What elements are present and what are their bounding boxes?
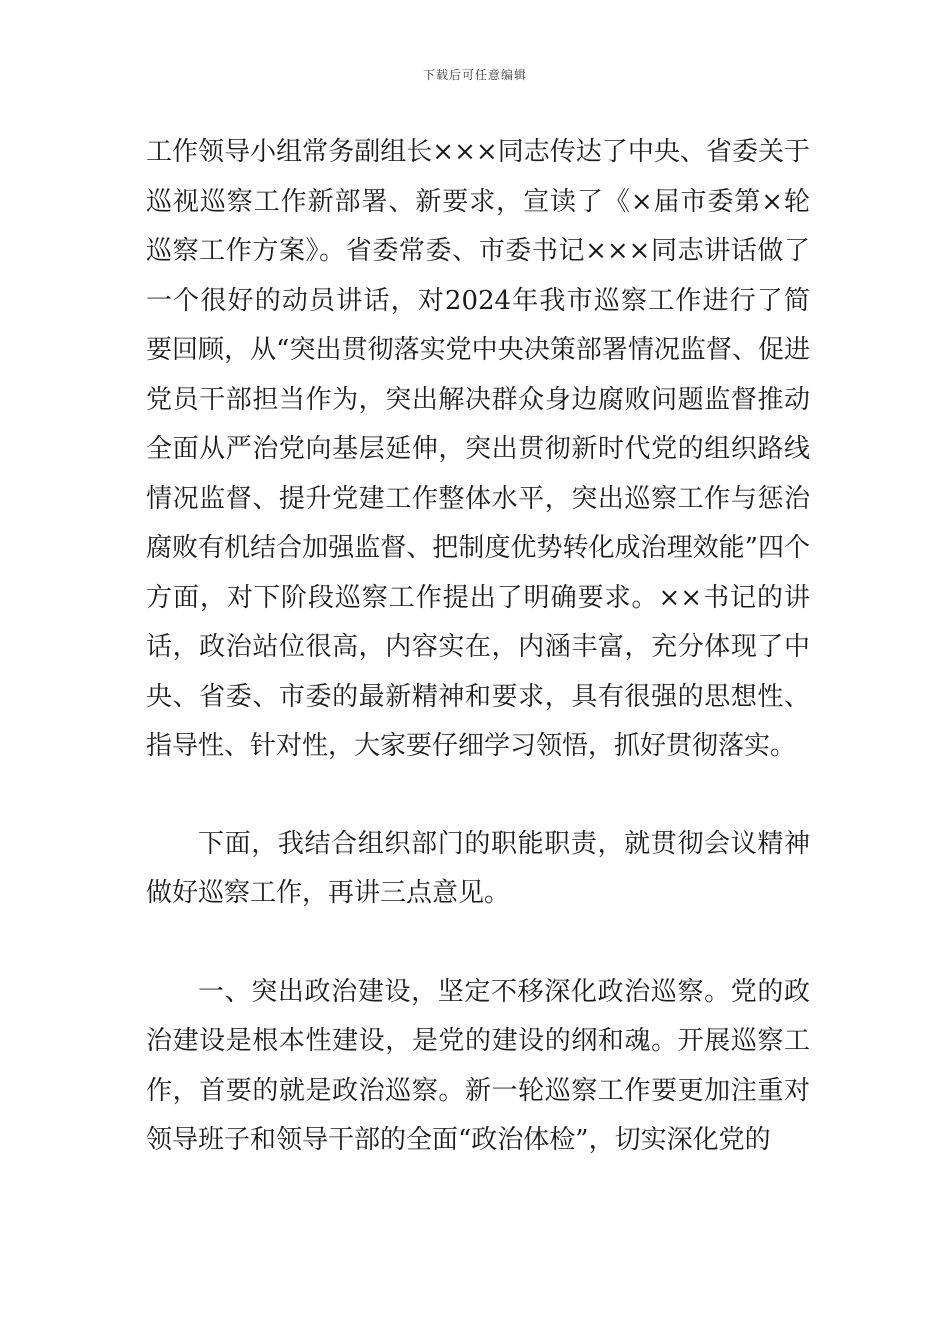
paragraph-2: 下面，我结合组织部门的职能职责，就贯彻会议精神做好巡察工作，再讲三点意见。 bbox=[146, 828, 810, 908]
paragraph-3: 一、突出政治建设，坚定不移深化政治巡察。党的政治建设是根本性建设，是党的建设的纲和魂。开展巡察工作，首要的就是政治巡察。新一轮巡察工作要更加注重对领导班子和领导干部的全面“政治体检”，切实深化党的 bbox=[146, 976, 810, 1155]
page-header-note: 下载后可任意编辑 bbox=[422, 68, 527, 82]
document-body bbox=[146, 128, 810, 1166]
paragraph-1: 工作领导小组常务副组长×××同志传达了中央、省委关于巡视巡察工作新部署、新要求，宣读了《×届市委第×轮巡察工作方案》。省委常委、市委书记×××同志讲话做了一个很好的动员讲话，对2024年我市巡察工作进行了简要回顾，从“突出贯彻落实党中央决策部署情况监督、促进党员干部担当作为，突出解决群众身边腐败问题监督推动全面从严治党向基层延伸，突出贯彻新时代党的组织路线情况监督、提升党建工作整体水平，突出巡察工作与惩治腐败有机结合加强监督、把制度优势转化成治理效能”四个方面，对下阶段巡察工作提出了明确要求。××书记的讲话，政治站位很高，内容实在，内涵丰富，充分体现了中央、省委、市委的最新精神和要求，具有很强的思想性、指导性、针对性，大家要仔细学习领悟，抓好贯彻落实。 bbox=[146, 137, 810, 761]
